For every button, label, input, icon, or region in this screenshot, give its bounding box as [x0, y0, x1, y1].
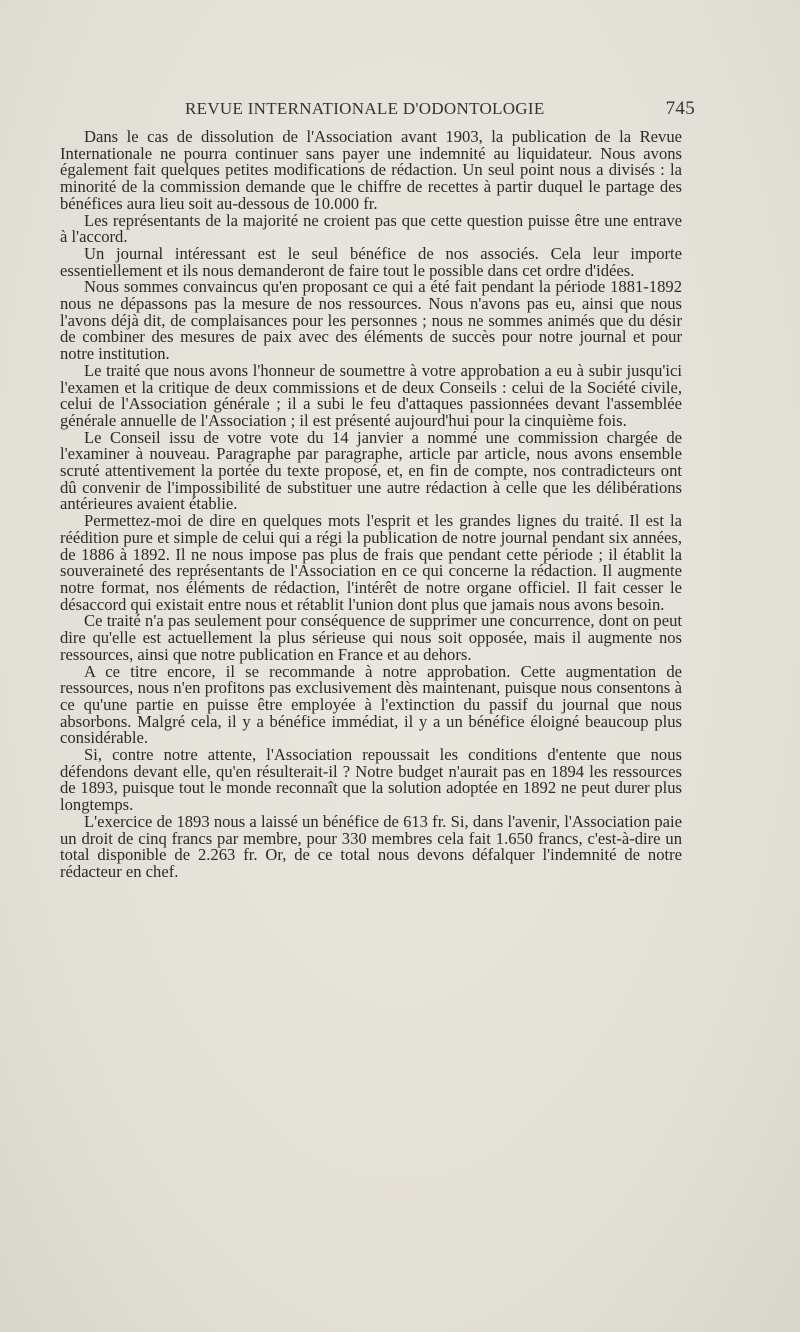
- paragraph-5: Le traité que nous avons l'honneur de soumettre à votre approbation a eu à subir jusqu'ici l'examen et la critique de deux commissions et de deux Conseils : celui de la Société civile, celui de l'Association générale ; il a subi le feu d'attaques passionnées devant l'assemblée générale annuelle de l'Association ; il est présenté aujourd'hui pour la cinquième fois.: [60, 360, 682, 430]
- running-header: [185, 98, 695, 120]
- body-text: [60, 129, 682, 881]
- paragraph-2: Les représentants de la majorité ne croient pas que cette question puisse être une entrave à l'accord.: [60, 210, 682, 247]
- paragraph-10: Si, contre notre attente, l'Association repoussait les conditions d'entente que nous défendons devant elle, qu'en résulterait-il ? Notre budget n'aurait pas en 1894 les ressources de 1893, puisque tout le monde reconnaît que la solution adoptée en 1892 ne peut durer plus longtemps.: [60, 745, 682, 815]
- running-title: REVUE INTERNATIONALE D'ODONTOLOGIE: [185, 99, 545, 118]
- paragraph-4: Nous sommes convaincus qu'en proposant ce qui a été fait pendant la période 1881-1892 nous ne dépassons pas la mesure de nos ressources. Nous n'avons pas eu, ainsi que nous l'avons déjà dit, de complaisances pour les personnes ; nous ne sommes animés que du désir de combiner des mesures de paix avec des éléments de succès pour notre journal et pour notre institution.: [60, 277, 682, 364]
- paragraph-7: Permettez-moi de dire en quelques mots l'esprit et les grandes lignes du traité. Il est la réédition pure et simple de celui qui a régi la publication de notre journal pendant six années, de 1886 à 1892. Il ne nous impose pas plus de frais que pendant cette période ; il établit la souveraineté des représentants de l'Association en ce qui concerne la rédaction. Il augmente notre format, nos éléments de rédaction, l'intérêt de notre organe officiel. Il fait cesser le désaccord qui existait entre nous et rétablit l'union dont plus que jamais nous avons besoin.: [60, 511, 682, 614]
- paragraph-9: A ce titre encore, il se recommande à notre approbation. Cette augmentation de ressources, nous n'en profitons pas exclusivement dès maintenant, puisque nous consentons à ce qu'une partie en puisse être employée à l'extinction du passif du journal que nous absorbons. Malgré cela, il y a bénéfice immédiat, il y a un bénéfice éloigné beaucoup plus considérable.: [60, 661, 682, 748]
- paragraph-6: Le Conseil issu de votre vote du 14 janvier a nommé une commission chargée de l'examiner à nouveau. Paragraphe par paragraphe, article par article, nous avons ensemble scruté attentivement la portée du texte proposé, et, en fin de compte, nos contradicteurs ont dû convenir de l'impossibilité de substituer une autre rédaction à celle que les délibérations antérieures avaient établie.: [60, 427, 682, 514]
- paragraph-8: Ce traité n'a pas seulement pour conséquence de supprimer une concurrence, dont on peut dire qu'elle est actuellement la plus sérieuse qui nous soit opposée, mais il augmente nos ressources, ainsi que notre publication en France et au dehors.: [60, 611, 682, 664]
- page-number: 745: [665, 98, 695, 119]
- paragraph-3: Un journal intéressant est le seul bénéfice de nos associés. Cela leur importe essentiellement et ils nous demanderont de faire tout le possible dans cet ordre d'idées.: [60, 243, 682, 280]
- paragraph-11: L'exercice de 1893 nous a laissé un bénéfice de 613 fr. Si, dans l'avenir, l'Association paie un droit de cinq francs par membre, pour 330 membres cela fait 1.650 francs, c'est-à-dire un total disponible de 2.263 fr. Or, de ce total nous devons défalquer l'indemnité de notre rédacteur en chef.: [60, 811, 682, 881]
- paragraph-1: Dans le cas de dissolution de l'Association avant 1903, la publication de la Revue Internationale ne pourra continuer sans payer une indemnité au liquidateur. Nous avons également fait quelques petites modifications de rédaction. Un seul point nous a divisés : la minorité de la commission demande que le chiffre de recettes à partir duquel le partage des bénéfices aura lieu soit au-dessous de 10.000 fr.: [60, 127, 682, 213]
